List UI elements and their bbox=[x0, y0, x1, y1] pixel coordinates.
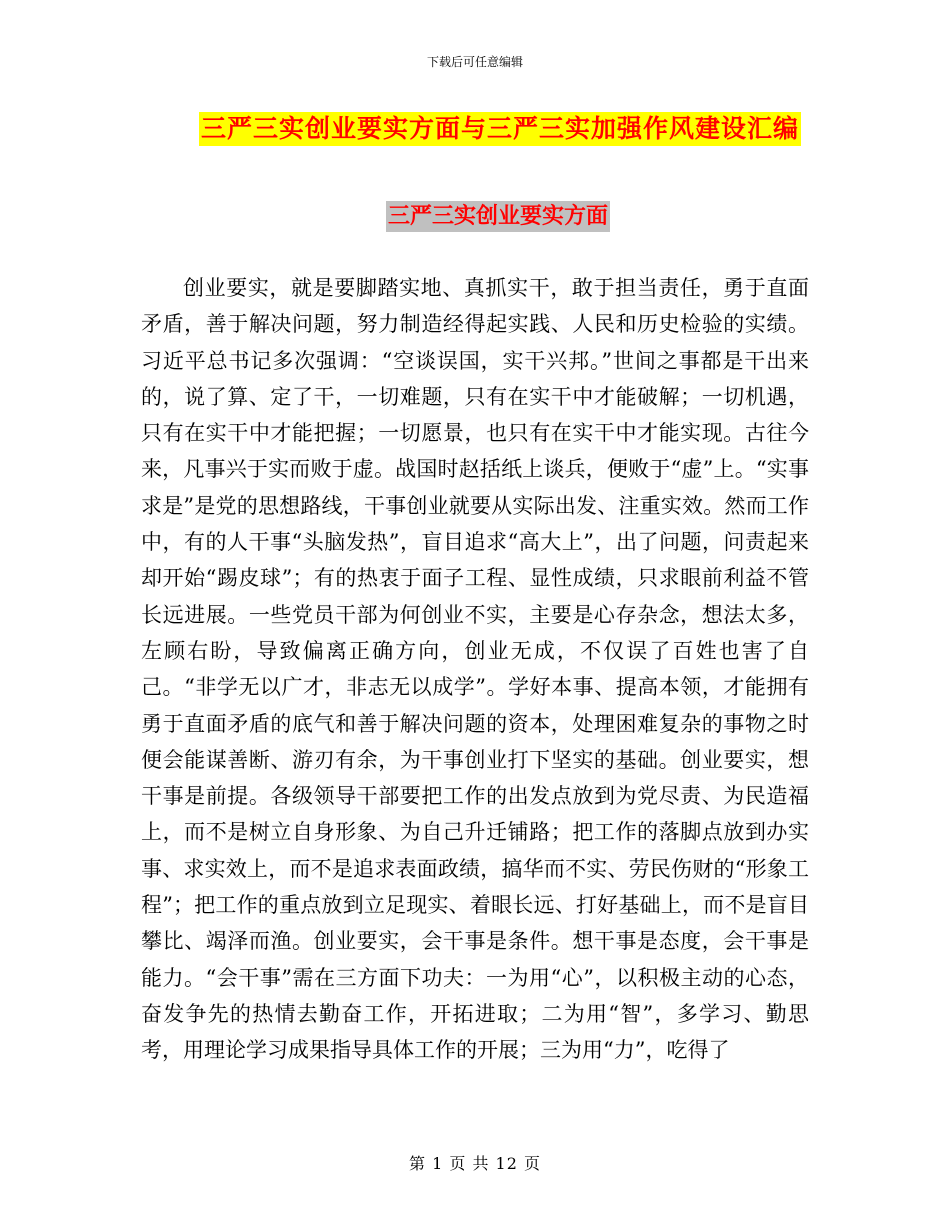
body-paragraph: 创业要实，就是要脚踏实地、真抓实干，敢于担当责任，勇于直面矛盾，善于解决问题，努力制造经得起实践、人民和历史检验的实绩。习近平总书记多次强调：“空谈误国，实干兴邦。”世间之事都是干出来的，说了算、定了干，一切难题，只有在实干中才能破解；一切机遇，只有在实干中才能把握；一切愿景，也只有在实干中才能实现。古往今来，凡事兴于实而败于虚。战国时赵括纸上谈兵，便败于“虚”上。“实事求是”是党的思想路线，干事创业就要从实际出发、注重实效。然而工作中，有的人干事“头脑发热”，盲目追求“高大上”，出了问题，问责起来却开始“踢皮球”；有的热衷于面子工程、显性成绩，只求眼前利益不管长远进展。一些党员干部为何创业不实，主要是心存杂念，想法太多，左顾右盼，导致偏离正确方向，创业无成，不仅误了百姓也害了自己。“非学无以广才，非志无以成学”。学好本事、提高本领，才能拥有勇于直面矛盾的底气和善于解决问题的资本，处理困难复杂的事物之时便会能谋善断、游刃有余，为干事创业打下坚实的基础。创业要实，想干事是前提。各级领导干部要把工作的出发点放到为党尽责、为民造福上，而不是树立自身形象、为自己升迁铺路；把工作的落脚点放到办实事、求实效上，而不是追求表面政绩，搞华而不实、劳民伤财的“形象工程”；把工作的重点放到立足现实、着眼长远、打好基础上，而不是盲目攀比、竭泽而渔。创业要实，会干事是条件。想干事是态度，会干事是能力。“会干事”需在三方面下功夫：一为用“心”，以积极主动的心态，奋发争先的热情去勤奋工作，开拓进取；二为用“智”，多学习、勤思考，用理论学习成果指导具体工作的开展；三为用“力”，吃得了 bbox=[141, 276, 809, 1063]
page-header-note: 下载后可任意编辑 bbox=[426, 55, 523, 69]
main-title-container bbox=[0, 112, 950, 146]
document-title: 三严三实创业要实方面与三严三实加强作风建设汇编 bbox=[199, 112, 801, 146]
document-body bbox=[141, 270, 809, 1069]
page-footer: 第 1 页 共 12 页 bbox=[409, 1154, 541, 1173]
section-title: 三严三实创业要实方面 bbox=[386, 201, 610, 232]
section-title-container bbox=[0, 201, 950, 232]
